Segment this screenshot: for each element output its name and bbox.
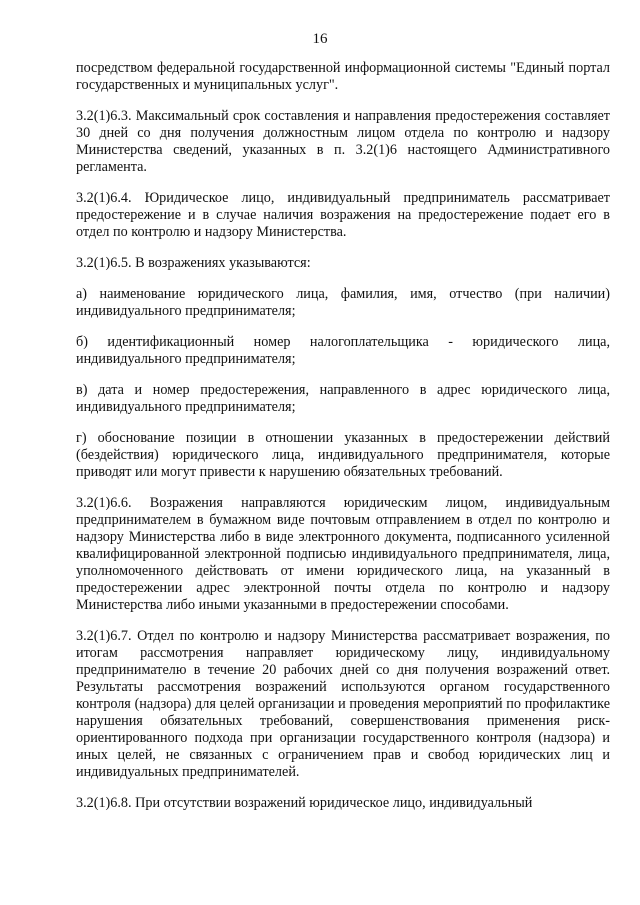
paragraph-3-2-1-6-4: 3.2(1)6.4. Юридическое лицо, индивидуальный предприниматель рассматривает предостережение и в случае наличия возражения на предостережение подает его в отдел по контролю и надзору Министерства. [76,190,610,240]
list-item-a: а) наименование юридического лица, фамилия, имя, отчество (при наличии) индивидуального предпринимателя; [76,286,610,319]
paragraph-intro-continuation: посредством федеральной государственной информационной системы "Единый портал государственных и муниципальных услуг". [76,60,610,93]
paragraph-3-2-1-6-3: 3.2(1)6.3. Максимальный срок составления и направления предостережения составляет 30 дней со дня получения должностным лицом отдела по контролю и надзору Министерства сведений, указанных в п. 3.2(1)6 настоящего Административного регламента. [76,108,610,175]
paragraph-3-2-1-6-6: 3.2(1)6.6. Возражения направляются юридическим лицом, индивидуальным предпринимателем в бумажном виде почтовым отправлением в отдел по контролю и надзору Министерства либо в виде электронного документа, подписанного усиленной квалифицированной электронной подписью индивидуального предпринимателя, лица, уполномоченного действовать от имени юридического лица, на указанный в предостережении адрес электронной почты отдела по контролю и надзору Министерства либо иными указанными в предостережении способами. [76,495,610,613]
paragraph-3-2-1-6-7: 3.2(1)6.7. Отдел по контролю и надзору Министерства рассматривает возражения, по итогам рассмотрения направляет юридическому лицу, индивидуальному предпринимателю в течение 20 рабочих дней со дня получения возражений ответ. Результаты рассмотрения возражений используются органом государственного контроля (надзора) для целей организации и проведения мероприятий по профилактике нарушения обязательных требований, совершенствования применения риск-ориентированного подхода при организации государственного контроля (надзора) и иных целей, не связанных с ограничением прав и свобод юридических лиц и индивидуальных предпринимателей. [76,628,610,780]
list-item-b: б) идентификационный номер налогоплательщика - юридического лица, индивидуального предпринимателя; [76,334,610,367]
document-body [76,60,610,812]
paragraph-3-2-1-6-5: 3.2(1)6.5. В возражениях указываются: [76,255,311,271]
list-item-v: в) дата и номер предостережения, направленного в адрес юридического лица, индивидуального предпринимателя; [76,382,610,415]
page-number: 16 [312,31,328,47]
paragraph-3-2-1-6-8: 3.2(1)6.8. При отсутствии возражений юридическое лицо, индивидуальный [76,795,533,811]
list-item-g: г) обоснование позиции в отношении указанных в предостережении действий (бездействия) юридического лица, индивидуального предпринимателя, которые приводят или могут привести к нарушению обязательных требований. [76,430,610,480]
